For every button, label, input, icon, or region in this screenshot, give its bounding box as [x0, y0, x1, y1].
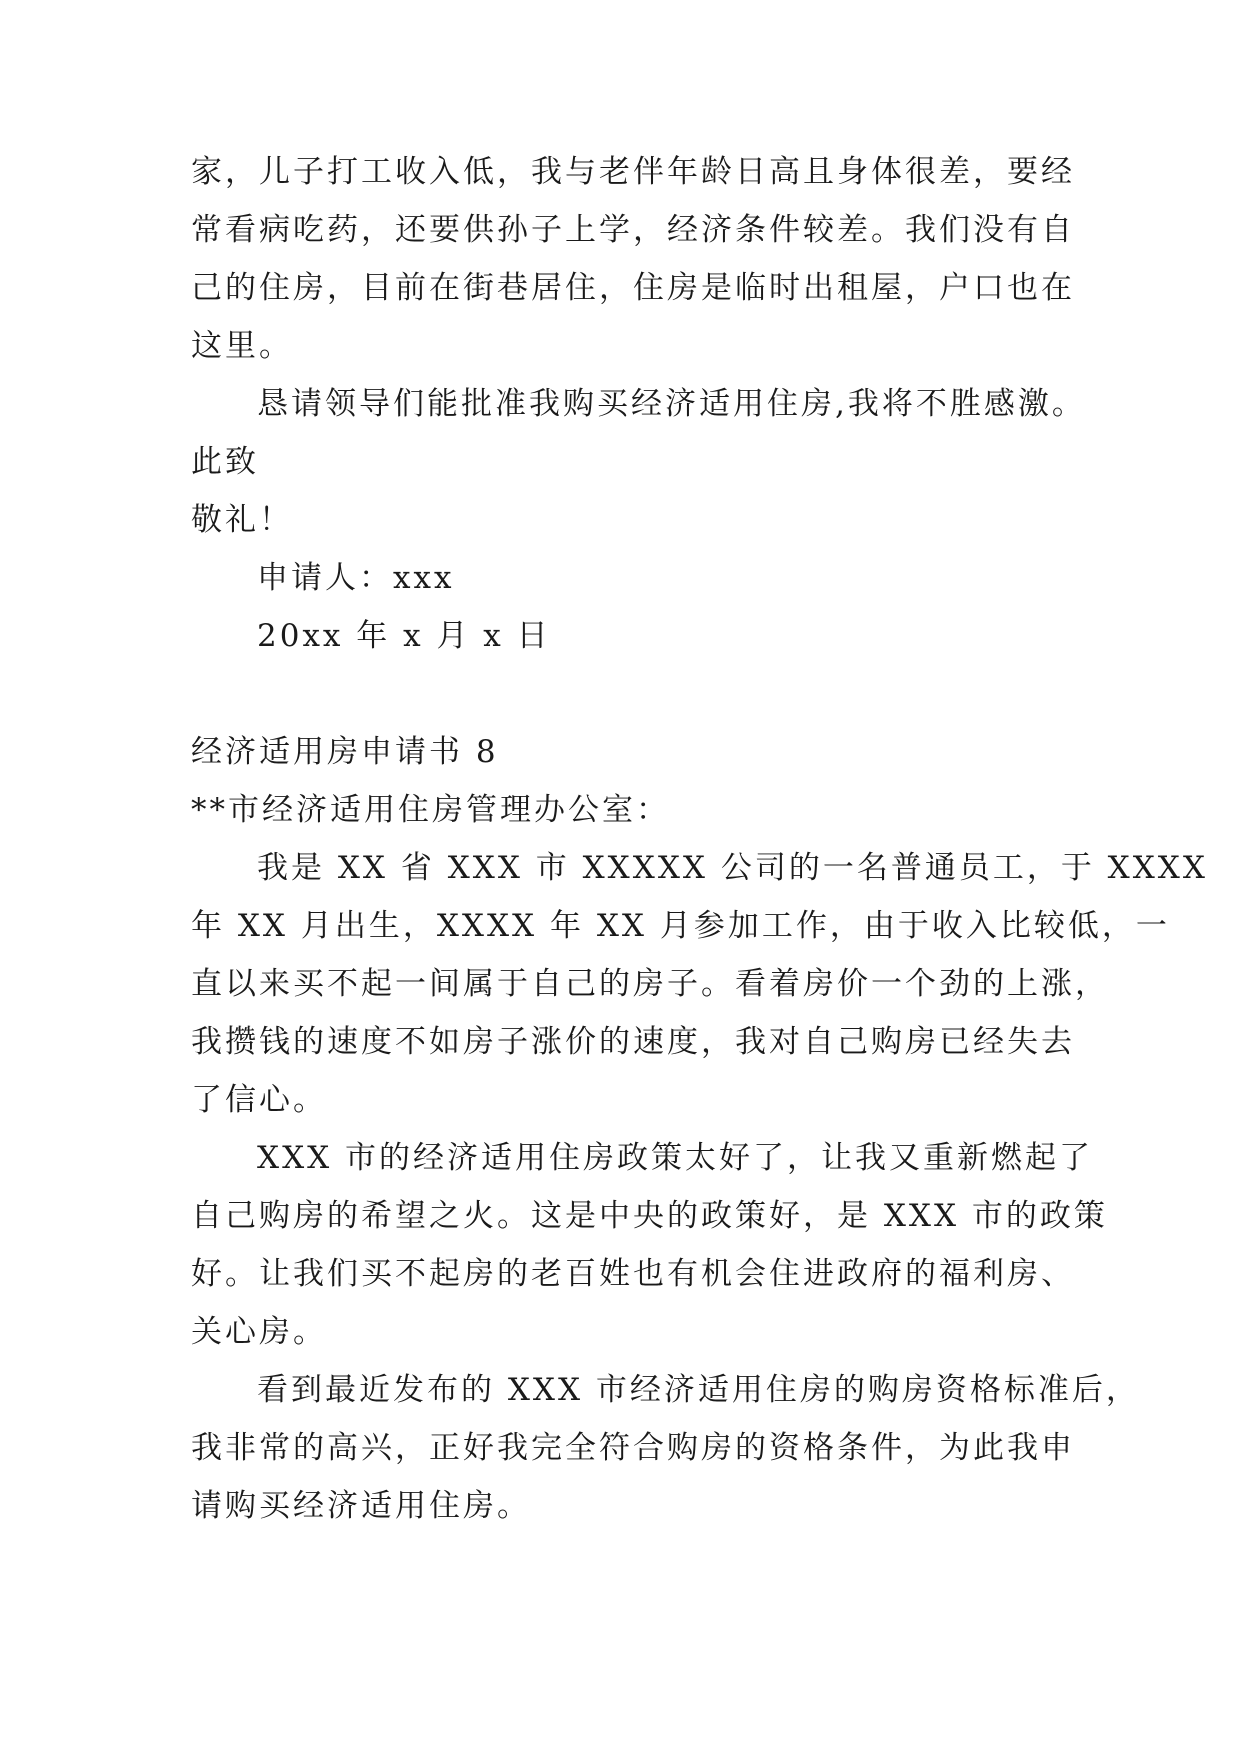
closing-salutation: 此致 [191, 444, 259, 480]
paragraph-line: 了信心。 [191, 1082, 327, 1118]
paragraph-line: 常看病吃药，还要供孙子上学，经济条件较差。我们没有自 [191, 212, 1075, 248]
paragraph-line: 直以来买不起一间属于自己的房子。看着房价一个劲的上涨， [191, 966, 1109, 1002]
paragraph-line: 我是 XX 省 XXX 市 XXXXX 公司的一名普通员工，于 XXXX [257, 850, 1208, 886]
section-title: 经济适用房申请书 8 [191, 734, 499, 770]
paragraph-line: XXX 市的经济适用住房政策太好了，让我又重新燃起了 [257, 1140, 1094, 1176]
paragraph-line: 这里。 [191, 328, 293, 364]
closing-regards: 敬礼！ [191, 502, 293, 538]
paragraph-line: 看到最近发布的 XXX 市经济适用住房的购房资格标准后， [257, 1372, 1140, 1408]
paragraph-line: 我攒钱的速度不如房子涨价的速度，我对自己购房已经失去 [191, 1024, 1075, 1060]
application-date: 20xx 年 x 月 x 日 [257, 618, 551, 654]
applicant-signature: 申请人：xxx [257, 560, 455, 596]
paragraph-line: 己的住房，目前在街巷居住，住房是临时出租屋，户口也在 [191, 270, 1075, 306]
paragraph-line: 我非常的高兴，正好我完全符合购房的资格条件，为此我申 [191, 1430, 1075, 1466]
request-line: 恳请领导们能批准我购买经济适用住房,我将不胜感激。 [257, 386, 1086, 422]
paragraph-line: 请购买经济适用住房。 [191, 1488, 531, 1524]
paragraph-line: 关心房。 [191, 1314, 327, 1350]
paragraph-line: 好。让我们买不起房的老百姓也有机会住进政府的福利房、 [191, 1256, 1075, 1292]
paragraph-line: 家，儿子打工收入低，我与老伴年龄日高且身体很差，要经 [191, 154, 1075, 190]
recipient-line: **市经济适用住房管理办公室： [191, 792, 670, 828]
paragraph-line: 自己购房的希望之火。这是中央的政策好，是 XXX 市的政策 [191, 1198, 1108, 1234]
paragraph-line: 年 XX 月出生，XXXX 年 XX 月参加工作，由于收入比较低，一 [191, 908, 1170, 944]
